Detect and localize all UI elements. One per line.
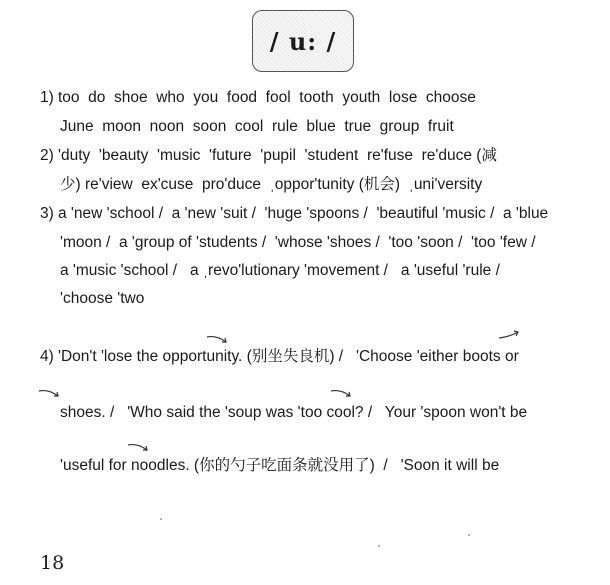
intonation-fall-arrow-icon	[127, 442, 149, 452]
intonation-fall-arrow-icon	[330, 388, 352, 398]
section-1-line-1: too do shoe who you food fool tooth youth lose choose	[58, 89, 476, 106]
section-3-line-4: 'choose 'two	[60, 290, 145, 307]
scan-speck	[378, 545, 380, 547]
section-4-line-1: 'Don't 'lose the opportunity. (别坐失良机) / 'Choose 'either boots or	[58, 348, 519, 365]
section-4-number: 4)	[40, 348, 54, 365]
section-2-line-2: 少) re'view ex'cuse pro'duce ˌoppor'tunity (机会) ˌuni'versity	[60, 176, 483, 193]
page-number: 18	[40, 552, 65, 574]
section-3-line-3: a 'music 'school / a ˌrevo'lutionary 'movement / a 'useful 'rule /	[60, 262, 500, 279]
intonation-fall-arrow-icon	[206, 334, 228, 344]
section-3-line-2: 'moon / a 'group of 'students / 'whose 'shoes / 'too 'soon / 'too 'few /	[60, 234, 536, 251]
scan-speck	[160, 518, 162, 520]
intonation-rise-arrow-icon	[498, 330, 520, 340]
phoneme-box	[252, 10, 354, 72]
section-2-number: 2)	[40, 147, 54, 164]
section-3-line-1: a 'new 'school / a 'new 'suit / 'huge 'spoons / 'beautiful 'music / a 'blue	[58, 205, 549, 222]
scan-speck	[468, 534, 470, 536]
section-2-line-1: 'duty 'beauty 'music 'future 'pupil 'student re'fuse re'duce (减	[58, 147, 497, 164]
section-1-line-2: June moon noon soon cool rule blue true group fruit	[60, 118, 454, 135]
section-4-line-3: 'useful for noodles. (你的勺子吃面条就没用了) / 'Soon it will be	[60, 457, 500, 474]
section-3-number: 3)	[40, 205, 54, 222]
phoneme-symbol: / u: /	[269, 26, 337, 56]
section-1-number: 1)	[40, 89, 54, 106]
section-4-line-2: shoes. / 'Who said the 'soup was 'too cool? / Your 'spoon won't be	[60, 404, 528, 421]
intonation-fall-arrow-icon	[38, 388, 60, 398]
